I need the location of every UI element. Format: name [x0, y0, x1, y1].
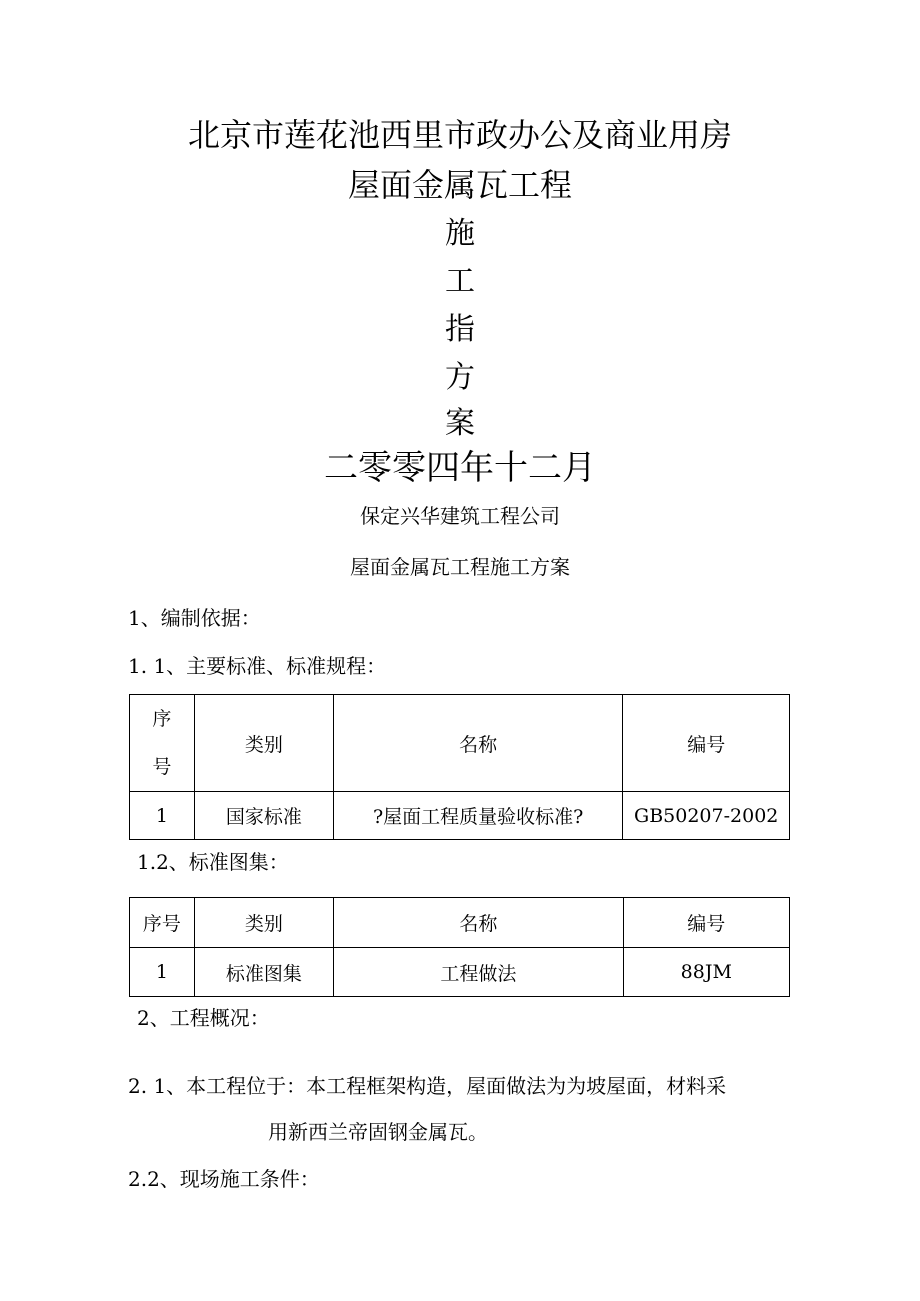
table-header-row: [130, 898, 790, 948]
section-2-1-text-cont: 用新西兰帝固钢金属瓦。: [268, 1120, 488, 1144]
section-heading-1: 1、编制依据：: [128, 606, 261, 630]
cover-vertical-char: 案: [445, 406, 475, 441]
header-seq-char: 序: [152, 708, 172, 730]
table-row: [130, 948, 790, 997]
cell-name: ?屋面工程质量验收标准?: [333, 792, 622, 840]
section-heading-2: 2、工程概况：: [137, 1006, 270, 1030]
cover-company: 保定兴华建筑工程公司: [360, 504, 560, 528]
header-seq-char: 号: [152, 756, 172, 778]
header-type: 类别: [194, 898, 333, 948]
section-heading-2-2: 2.2、现场施工条件：: [128, 1167, 320, 1191]
cover-vertical-char: 方: [445, 360, 475, 395]
cover-vertical-char: 施: [445, 216, 475, 251]
header-type: 类别: [194, 695, 333, 792]
header-seq: [130, 695, 195, 792]
section-2-1-text: 2. 1、本工程位于：本工程框架构造，屋面做法为为坡屋面，材料采: [128, 1074, 727, 1098]
cell-type: 标准图集: [194, 948, 333, 997]
cell-code: GB50207-2002: [623, 792, 790, 840]
cell-seq: 1: [130, 948, 195, 997]
cell-type: 国家标准: [194, 792, 333, 840]
header-name: 名称: [333, 695, 622, 792]
cell-name: 工程做法: [334, 948, 624, 997]
header-name: 名称: [334, 898, 624, 948]
header-code: 编号: [623, 695, 790, 792]
cell-seq: 1: [130, 792, 195, 840]
cover-title-line2: 屋面金属瓦工程: [347, 166, 572, 204]
document-title: 屋面金属瓦工程施工方案: [350, 555, 570, 579]
atlas-table: [129, 897, 790, 997]
section-heading-1-1: 1. 1、主要标准、标准规程：: [128, 654, 387, 678]
cell-code: 88JM: [623, 948, 789, 997]
table-header-row: [130, 695, 790, 792]
cover-title-line1: 北京市莲花池西里市政办公及商业用房: [187, 116, 732, 154]
cover-vertical-char: 指: [445, 312, 475, 347]
cover-vertical-char: 工: [445, 264, 475, 299]
cover-date: 二零零四年十二月: [324, 448, 596, 488]
header-code: 编号: [623, 898, 789, 948]
table-row: [130, 792, 790, 840]
header-seq: 序号: [130, 898, 195, 948]
section-heading-1-2: 1.2、标准图集：: [137, 850, 289, 874]
standards-table: [129, 694, 790, 840]
